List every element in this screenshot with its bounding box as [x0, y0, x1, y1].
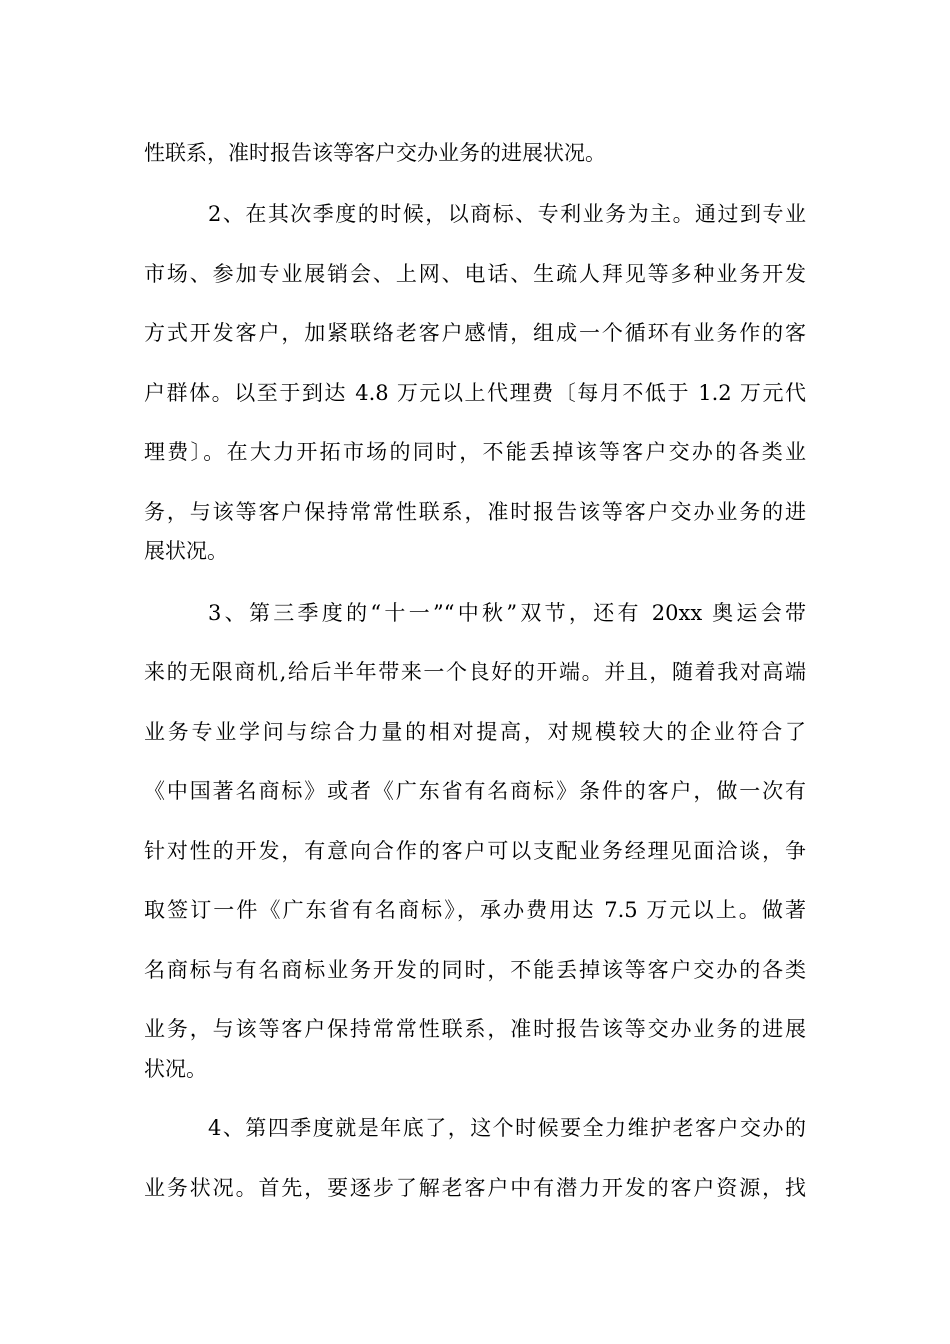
- paragraph-first-line: 4、第四季度就是年底了，这个时候要全力维护老客户交办的: [208, 1116, 806, 1140]
- text-line: 取签订一件《广东省有名商标》，承办费用达 7.5 万元以上。做著: [144, 898, 806, 922]
- text-line: 理费〕。在大力开拓市场的同时，不能丢掉该等客户交办的各类业: [144, 440, 806, 464]
- text-line: 名商标与有名商标业务开发的同时，不能丢掉该等客户交办的各类: [144, 958, 806, 982]
- text-line: 状况。: [144, 1057, 207, 1081]
- text-line: 业务专业学问与综合力量的相对提高，对规模较大的企业符合了: [144, 720, 806, 744]
- text-line: 针对性的开发，有意向合作的客户可以支配业务经理见面洽谈，争: [144, 839, 806, 863]
- text-line: 方式开发客户，加紧联络老客户感情，组成一个循环有业务作的客: [144, 321, 806, 345]
- text-line: 来的无限商机,给后半年带来一个良好的开端。并且，随着我对高端: [144, 660, 806, 684]
- text-line: 务，与该等客户保持常常性联系，准时报告该等客户交办业务的进: [144, 500, 806, 524]
- text-line: 业务，与该等客户保持常常性联系，准时报告该等交办业务的进展: [144, 1017, 806, 1041]
- text-line: 性联系，准时报告该等客户交办业务的进展状况。: [144, 141, 606, 165]
- text-line: 市场、参加专业展销会、上网、电话、生疏人拜见等多种业务开发: [144, 262, 806, 286]
- text-line: 业务状况。首先，要逐步了解老客户中有潜力开发的客户资源，找: [144, 1176, 806, 1200]
- text-line: 展状况。: [144, 539, 228, 563]
- paragraph-first-line: 3、第三季度的“十一”“中秋”双节，还有 20xx 奥运会带: [208, 601, 806, 625]
- text-line: 《中国著名商标》或者《广东省有名商标》条件的客户，做一次有: [144, 779, 806, 803]
- text-line: 户群体。以至于到达 4.8 万元以上代理费〔每月不低于 1.2 万元代: [144, 381, 806, 405]
- paragraph-first-line: 2、在其次季度的时候，以商标、专利业务为主。通过到专业: [208, 202, 806, 226]
